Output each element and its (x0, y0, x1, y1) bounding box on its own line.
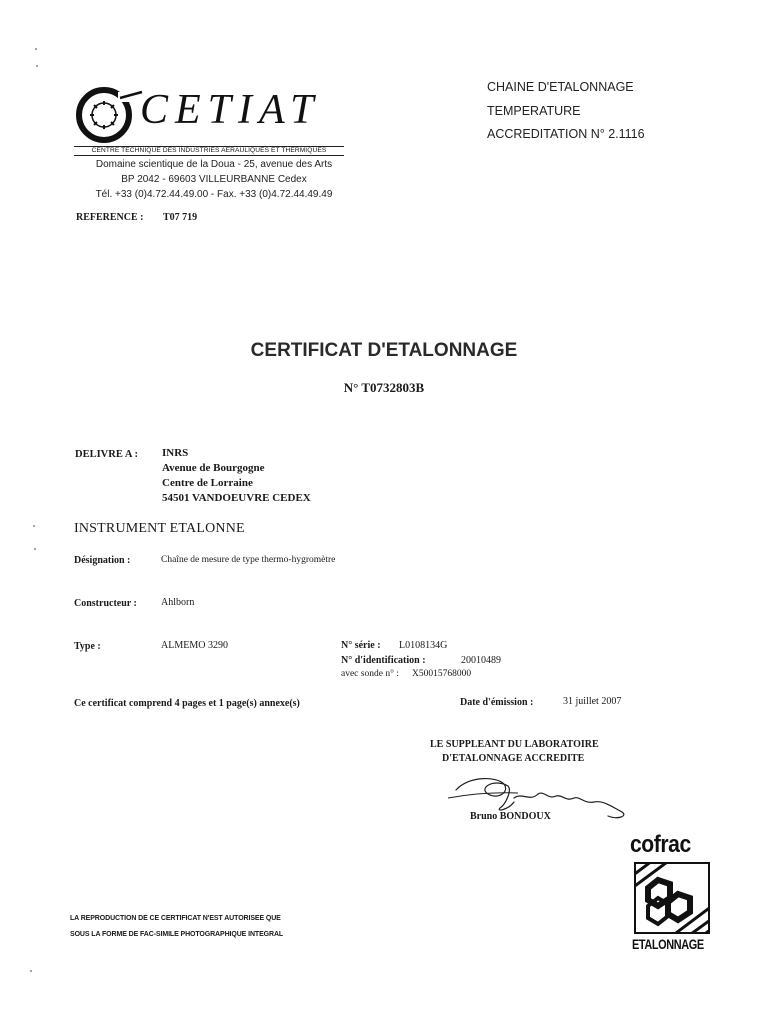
instrument-heading: INSTRUMENT ETALONNE (74, 521, 245, 536)
cofrac-emblem-icon (634, 862, 710, 934)
recipient-line-2: Avenue de Bourgogne (162, 462, 265, 474)
reference-label: REFERENCE : (76, 212, 144, 223)
signatory-title-2: D'ETALONNAGE ACCREDITE (442, 753, 585, 764)
cofrac-subtitle: ETALONNAGE (632, 936, 704, 952)
address-line-1: Domaine scientique de la Doua - 25, avenue des Arts (95, 159, 333, 170)
designation-value: Chaîne de mesure de type thermo-hygromètre (161, 555, 336, 565)
cetiat-emblem-icon (74, 84, 144, 146)
address-line-2: BP 2042 - 69603 VILLEURBANNE Cedex (121, 174, 307, 185)
cetiat-logo (74, 84, 344, 156)
issue-date-label: Date d'émission : (460, 697, 534, 708)
logo-tagline: CENTRE TECHNIQUE DES INDUSTRIES AERAULIQUES ET THERMIQUES (74, 146, 344, 156)
probe-label: avec sonde n° : (341, 669, 399, 679)
reproduction-note-line-2: SOUS LA FORME DE FAC-SIMILE PHOTOGRAPHIQUE INTEGRAL (70, 931, 284, 938)
probe-value: X50015768000 (412, 669, 472, 679)
recipient-line-4: 54501 VANDOEUVRE CEDEX (162, 492, 311, 504)
type-value: ALMEMO 3290 (161, 640, 228, 651)
chain-line-2: TEMPERATURE (487, 104, 581, 118)
identification-value: 20010489 (461, 655, 501, 666)
chain-line-3: ACCREDITATION N° 2.1116 (487, 127, 645, 141)
page-title: CERTIFICAT D'ETALONNAGE (250, 340, 518, 361)
scan-speck (36, 65, 38, 67)
pages-statement: Ce certificat comprend 4 pages et 1 page(s) annexe(s) (74, 698, 300, 709)
delivered-label: DELIVRE A : (75, 449, 139, 460)
designation-label: Désignation : (74, 555, 131, 566)
scan-speck (34, 548, 36, 550)
signatory-name: Bruno BONDOUX (470, 811, 551, 822)
signatory-title-1: LE SUPPLEANT DU LABORATOIRE (430, 739, 599, 750)
reproduction-note-line-1: LA REPRODUCTION DE CE CERTIFICAT N'EST AUTORISEE QUE (70, 915, 281, 922)
issue-date-value: 31 juillet 2007 (563, 696, 622, 707)
logo-wordmark: CETIAT (140, 87, 321, 133)
recipient-line-3: Centre de Lorraine (162, 477, 253, 489)
scan-speck (30, 970, 32, 972)
serial-value: L0108134G (399, 640, 448, 651)
identification-label: N° d'identification : (341, 655, 426, 666)
chain-line-1: CHAINE D'ETALONNAGE (487, 80, 634, 94)
constructor-label: Constructeur : (74, 598, 137, 609)
cofrac-wordmark: cofrac (630, 831, 691, 858)
recipient-address (162, 446, 311, 506)
certificate-number: N° T0732803B (343, 380, 425, 395)
scan-speck (33, 525, 35, 527)
address-line-3: Tél. +33 (0)4.72.44.49.00 - Fax. +33 (0)4.72.44.49.49 (95, 189, 333, 200)
reference-value: T07 719 (163, 212, 198, 223)
scan-speck (35, 48, 37, 50)
serial-label: N° série : (341, 640, 381, 651)
constructor-value: Ahlborn (161, 597, 195, 608)
cofrac-logo (630, 832, 714, 956)
recipient-line-1: INRS (162, 447, 189, 459)
type-label: Type : (74, 641, 101, 652)
